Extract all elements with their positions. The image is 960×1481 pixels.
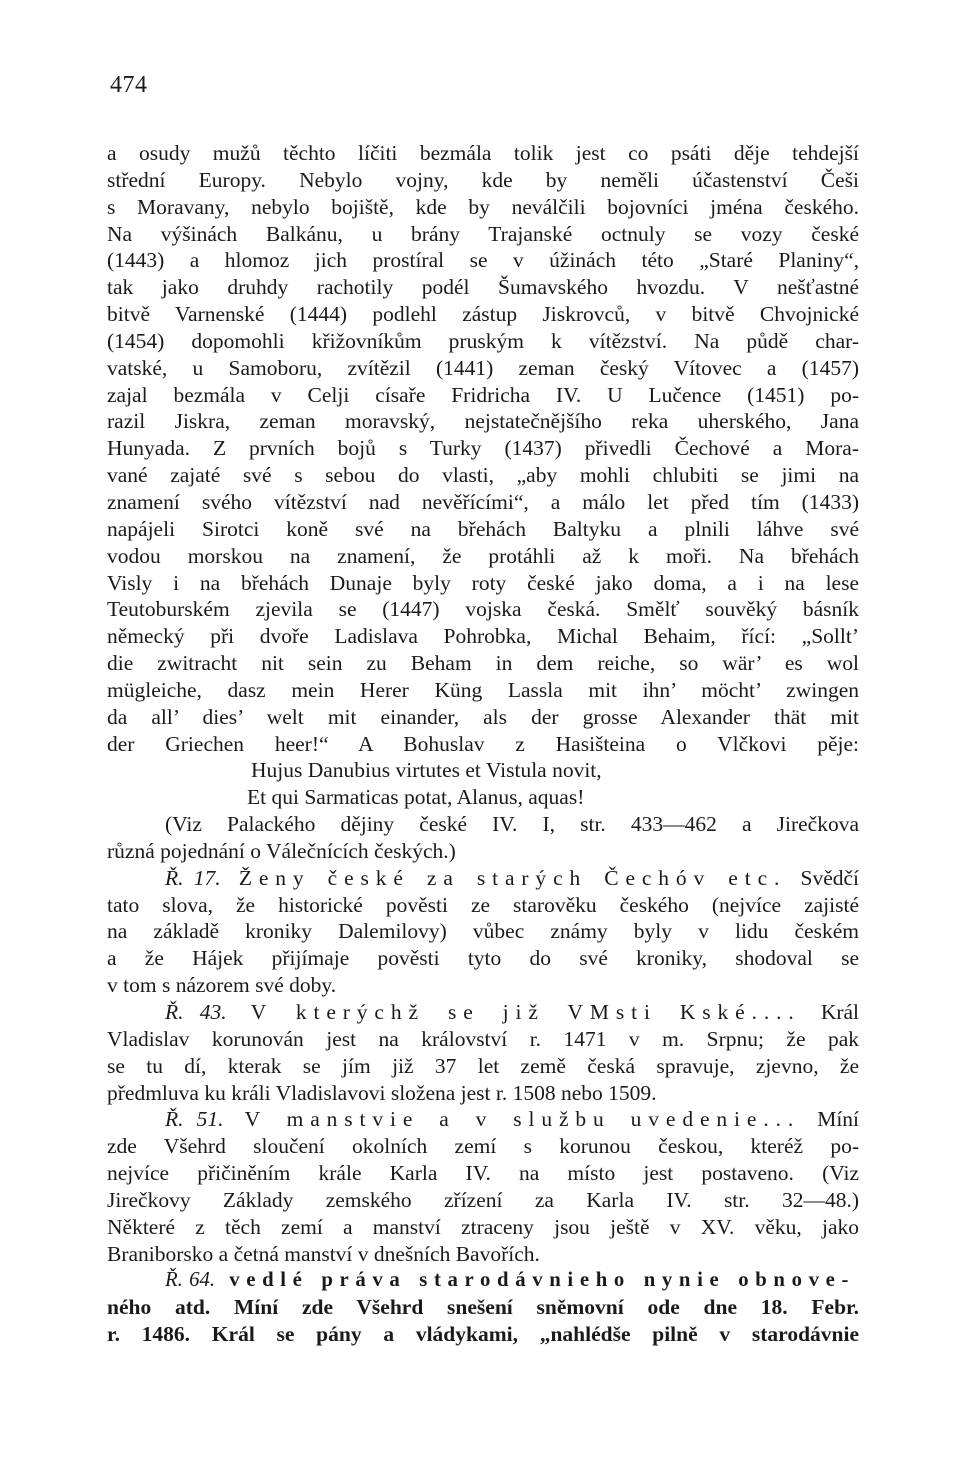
text-line: německý při dvoře Ladislava Pohrobka, Michal Behaim, řící: „Sollt’ — [107, 624, 859, 649]
verse-line: Hujus Danubius virtutes et Vistula novit, — [251, 758, 602, 783]
note-reference: Ř. 64. — [165, 1269, 216, 1292]
note-heading — [107, 1106, 859, 1133]
text-line: vané zajaté své s sebou do vlasti, „aby mohli chlubiti se jimi na — [107, 463, 859, 488]
text-line: razil Jiskra, zeman moravský, nejstatečnějšího reka uherského, Jana — [107, 409, 859, 434]
text-line: vatské, u Samoboru, zvítězil (1441) zeman český Vítovec a (1457) — [107, 355, 859, 380]
citation-line: (Viz Palackého dějiny české IV. I, str. 433—462 a Jirečkova — [165, 812, 859, 837]
text-line: střední Europy. Nebylo vojny, kde by neměli účastenství Češi — [107, 167, 859, 192]
body-text — [107, 140, 859, 1348]
text-line: zajal bezmála v Celji císaře Fridricha IV. U Lučence (1451) po- — [107, 382, 859, 407]
note-lemma: V manstvie a v službu uvedenie... — [244, 1107, 801, 1132]
note-heading — [107, 1267, 859, 1294]
note-text: Král — [820, 1000, 860, 1024]
note-line: Braniborsko a četná manství v dnešních Bavořích. — [107, 1241, 540, 1266]
note-line: v tom s názorem své doby. — [107, 973, 337, 998]
note-heading — [107, 999, 859, 1026]
note-line: Vladislav korunován jest na království r. 1471 v m. Srpnu; že pak — [107, 1026, 859, 1051]
note-text: Míní — [817, 1107, 860, 1132]
text-line: a osudy mužů těchto líčiti bezmála tolik jest co psáti děje tehdejší — [107, 141, 859, 165]
note-reference: Ř. 43. — [165, 1000, 227, 1024]
note-lemma: Ženy české za starých Čechóv etc. — [238, 865, 787, 890]
note-line: se tu dí, kterak se jím již 37 let země česká spravuje, zjevno, že — [107, 1053, 859, 1078]
text-line: Hunyada. Z prvních bojů s Turky (1437) přivedli Čechové a Mora- — [107, 436, 859, 461]
verse-line: Et qui Sarmaticas potat, Alanus, aquas! — [247, 785, 585, 810]
text-line: bitvě Varnenské (1444) podlehl zástup Jiskrovců, v bitvě Chvojnické — [107, 302, 859, 327]
note-line: ného atd. Míní zde Všehrd snešení sněmovní ode dne 18. Febr. — [107, 1295, 859, 1320]
text-line: da all’ dies’ welt mit einander, als der grosse Alexander thät mit — [107, 704, 859, 729]
citation-line: různá pojednání o Válečnících českých.) — [107, 838, 456, 863]
note-line: tato slova, že historické pověsti ze starověku českého (nejvíce zajisté — [107, 892, 859, 917]
text-line: znamení svého vítězství nad nevěřícími“, a málo let před tím (1433) — [107, 489, 859, 514]
note-heading — [107, 865, 859, 892]
note-line: Jirečkovy Základy zemského zřízení za Karla IV. str. 32—48.) — [107, 1187, 859, 1212]
text-line: (1454) dopomohli křižovníkům pruským k vítězství. Na půdě char- — [107, 328, 859, 353]
text-line: (1443) a hlomoz jich prostíral se v úžinách této „Staré Planiny“, — [107, 248, 859, 273]
note-line: na základě kroniky Dalemilovy) vůbec známy byly v lidu českém — [107, 919, 859, 944]
text-line: napájeli Sirotci koně své na břehách Baltyku a plnili láhve své — [107, 516, 859, 541]
note-line: zde Všehrd sloučení okolních zemí s korunou českou, kteréž po- — [107, 1134, 859, 1159]
note-text: Svědčí — [800, 865, 860, 890]
text-line: vodou morskou na znamení, že protáhli až k moři. Na břehách — [107, 543, 859, 568]
text-line: Visly i na břehách Dunaje byly roty české jako doma, a i na lese — [107, 570, 859, 595]
text-line: tak jako druhdy rachotily podél Šumavského hvozdu. V nešťastné — [107, 275, 859, 300]
note-lemma: V kterýchž se již VMsti Kské.... — [250, 1000, 801, 1024]
note-line: nejvíce přičiněním krále Karla IV. na místo jest postaveno. (Viz — [107, 1161, 859, 1186]
note-line: předmluva ku králi Vladislavovi složena jest r. 1508 nebo 1509. — [107, 1080, 657, 1105]
text-line: der Griechen heer!“ A Bohuslav z Hasišteina o Vlčkovi pěje: — [107, 731, 859, 756]
note-line: r. 1486. Král se pány a vládykami, „nahlédše pilně v starodávnie — [107, 1322, 859, 1347]
text-line: s Moravany, nebylo bojiště, kde by neválčili bojovníci jména českého. — [107, 194, 859, 219]
text-line: Teutoburském zjevila se (1447) vojska česká. Smělť souvěký básník — [107, 597, 859, 622]
page-number: 474 — [110, 72, 148, 98]
text-line: die zwitracht nit sein zu Beham in dem reiche, so wär’ es wol — [107, 651, 859, 676]
note-line: a že Hájek přijímaje pověsti tyto do své kroniky, shodoval se — [107, 946, 859, 971]
note-reference: Ř. 17. — [165, 865, 221, 890]
text-line: mügleiche, dasz mein Herer Küng Lassla mit ihn’ möcht’ zwingen — [107, 677, 859, 702]
note-reference: Ř. 51. — [165, 1107, 224, 1132]
note-lemma: vedlé práva starodávnieho nynie obnove- — [229, 1269, 856, 1292]
text-line: Na výšinách Balkánu, u brány Trajanské octnuly se vozy české — [107, 221, 859, 246]
note-line: Některé z těch zemí a manství ztraceny jsou ještě v XV. věku, jako — [107, 1214, 859, 1239]
